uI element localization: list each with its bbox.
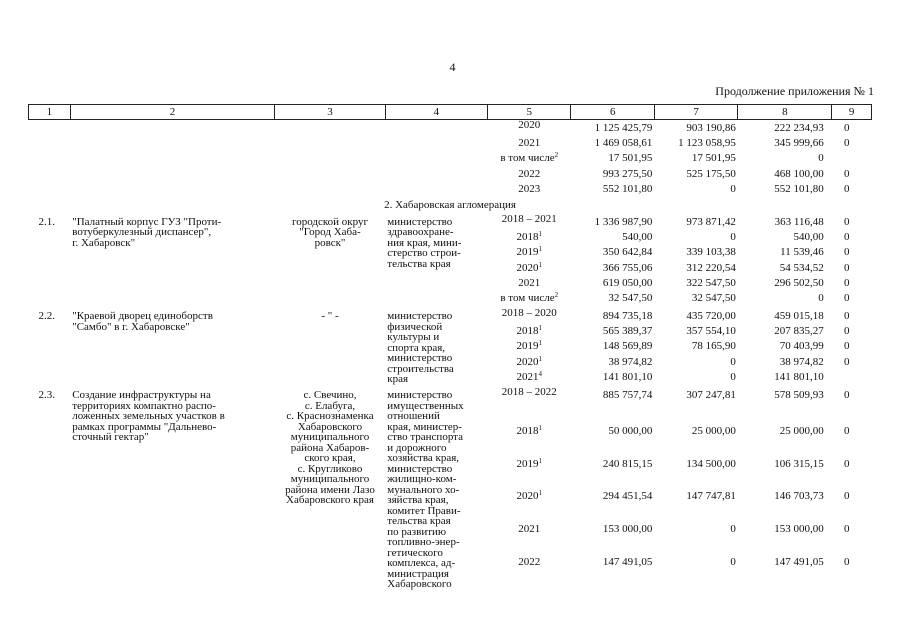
amount-federal: 0 — [730, 370, 736, 383]
amount-other: 0 — [844, 490, 850, 503]
item-ministry: министерство имущественных отношений края, министер- ство транспорта и дорожного хозяйства края, министерство жилищно-ком- мунального хо- зяйства края, комитет Прави- тельства края по развитию топливно-энер- гетического комплекса, ад- министрация Хабаровского — [387, 389, 464, 590]
amount-regional: 207 835,27 — [774, 325, 824, 338]
amount-federal: 435 720,00 — [686, 310, 736, 323]
amount-total: 50 000,00 — [608, 425, 653, 438]
amount-federal: 525 175,50 — [686, 167, 736, 180]
amount-total: 38 974,82 — [608, 355, 653, 368]
amount-other: 0 — [844, 340, 850, 353]
amount-federal: 0 — [730, 231, 736, 244]
year-cell — [488, 153, 571, 168]
header-cell: 5 — [488, 105, 571, 120]
table-row — [29, 387, 872, 426]
year-label: 2018 – 2020 — [501, 307, 557, 320]
footnote-mark: 1 — [538, 456, 542, 465]
header-cell: 4 — [385, 105, 487, 120]
amount-federal: 357 554,10 — [686, 325, 736, 338]
year-label: в том числе — [500, 291, 555, 304]
amount-federal: 339 103,38 — [686, 246, 736, 259]
footnote-mark: 1 — [538, 230, 542, 239]
header-cell: 3 — [275, 105, 386, 120]
amount-regional: 106 315,15 — [774, 457, 824, 470]
year-label: 2022 — [518, 555, 541, 568]
year-cell — [488, 247, 571, 262]
year-cell — [488, 426, 571, 459]
amount-regional: 459 015,18 — [774, 310, 824, 323]
amount-other: 0 — [844, 457, 850, 470]
header-row — [29, 105, 872, 120]
header-cell: 9 — [832, 105, 872, 120]
amount-regional: 540,00 — [793, 231, 824, 244]
footnote-mark: 4 — [538, 369, 542, 378]
amount-regional: 11 539,46 — [780, 246, 824, 259]
amount-federal: 1 123 058,95 — [678, 137, 736, 150]
amount-federal: 134 500,00 — [686, 457, 736, 470]
item-name: Создание инфраструктуры на территориях компактно распо- ложенных земельных участков в рамках программы "Дальнево- сточный гектар" — [72, 389, 225, 443]
amount-other: 0 — [844, 425, 850, 438]
year-label: 2020 — [518, 119, 541, 131]
amount-regional: 296 502,50 — [774, 276, 824, 289]
amount-regional: 0 — [818, 152, 824, 165]
amount-federal: 25 000,00 — [691, 425, 736, 438]
amount-total: 294 451,54 — [602, 490, 653, 503]
header-cell: 6 — [571, 105, 654, 120]
footnote-mark: 1 — [538, 489, 542, 498]
amount-federal: 78 165,90 — [691, 340, 736, 353]
page-number: 4 — [449, 60, 456, 74]
item-ministry: министерство здравоохране- ния края, мини- стерство строи- тельства края — [387, 215, 462, 270]
amount-other: 0 — [844, 231, 850, 244]
year-cell — [488, 387, 571, 426]
table-row — [29, 214, 872, 232]
amount-other: 0 — [844, 523, 850, 536]
amount-federal: 0 — [730, 555, 736, 568]
year-label: в том числе — [500, 152, 555, 165]
year-label: 2019 — [516, 457, 539, 470]
year-label: 2023 — [518, 182, 541, 195]
year-label: 2021 — [518, 276, 541, 289]
footnote-mark: 1 — [538, 339, 542, 348]
section-title: 2. Хабаровская агломерация — [384, 198, 516, 211]
amount-other: 0 — [844, 389, 850, 401]
year-cell — [488, 456, 571, 492]
amount-total: 552 101,80 — [602, 182, 653, 195]
amount-regional: 0 — [818, 291, 824, 304]
continued-cells — [29, 120, 488, 199]
year-label: 2018 — [516, 325, 539, 338]
amount-federal: 0 — [730, 523, 736, 536]
amount-total: 240 815,15 — [602, 457, 653, 470]
year-label: 2021 — [518, 523, 541, 536]
amount-regional: 38 974,82 — [779, 355, 824, 368]
table-row — [29, 120, 872, 139]
amount-other: 0 — [844, 261, 850, 274]
amount-regional: 153 000,00 — [774, 523, 824, 536]
year-label: 2018 — [516, 425, 539, 438]
amount-other — [832, 372, 872, 387]
amount-total: 894 735,18 — [602, 310, 653, 323]
amount-total: 153 000,00 — [602, 523, 653, 536]
year-cell — [488, 260, 571, 278]
year-cell — [488, 278, 571, 293]
amount-federal: 307 247,81 — [686, 389, 736, 401]
amount-total: 148 569,89 — [602, 340, 653, 353]
item-name: "Палатный корпус ГУЗ "Проти- вотуберкулезный диспансер", г. Хабаровск" — [72, 215, 222, 249]
footnote-mark: 1 — [538, 260, 542, 269]
amount-total: 619 050,00 — [602, 276, 653, 289]
amount-other — [832, 153, 872, 168]
amount-federal: 312 220,54 — [686, 261, 736, 274]
amount-federal: 973 871,42 — [686, 215, 736, 228]
amount-federal: 17 501,95 — [691, 152, 736, 165]
footnote-mark: 1 — [538, 424, 542, 433]
footnote-mark: 1 — [538, 324, 542, 333]
amount-other: 0 — [844, 137, 850, 150]
year-label: 2020 — [516, 355, 539, 368]
amount-total: 147 491,05 — [602, 555, 653, 568]
amount-other: 0 — [844, 310, 850, 323]
amount-other: 0 — [844, 246, 850, 259]
year-label: 2021 — [518, 137, 541, 150]
amount-regional: 146 703,73 — [774, 490, 824, 503]
year-cell — [488, 557, 571, 590]
year-cell — [488, 369, 571, 387]
item-location: городской округ "Город Хаба- ровск" — [291, 215, 369, 249]
year-label: 2018 – 2021 — [501, 212, 557, 225]
year-label: 2021 — [516, 370, 539, 383]
item-ministry: министерство физической культуры и спорта края, министерство строительства края — [387, 310, 454, 386]
year-cell — [488, 184, 571, 199]
year-cell — [488, 354, 571, 372]
amount-regional: 222 234,93 — [774, 122, 824, 134]
amount-other: 0 — [844, 291, 850, 304]
header-cell: 1 — [29, 105, 71, 120]
amount-federal: 322 547,50 — [686, 276, 736, 289]
table-row — [29, 308, 872, 326]
amount-total: 885 757,74 — [602, 389, 653, 401]
amount-other: 0 — [844, 167, 850, 180]
amount-regional: 70 403,99 — [779, 340, 824, 353]
header-cell: 8 — [738, 105, 832, 120]
amount-other: 0 — [844, 215, 850, 228]
year-cell — [488, 214, 571, 232]
year-label: 2020 — [516, 261, 539, 274]
amount-total: 1 125 425,79 — [594, 122, 653, 134]
footnote-mark: 2 — [554, 290, 559, 299]
amount-federal: 0 — [730, 182, 736, 195]
year-cell — [488, 491, 571, 524]
item-name: "Краевой дворец единоборств "Самбо" в г. Хабаровске" — [72, 310, 213, 333]
year-cell — [488, 169, 571, 184]
item-number: 2.3. — [38, 389, 55, 401]
year-cell — [488, 308, 571, 326]
year-label: 2019 — [516, 246, 539, 259]
amount-total: 17 501,95 — [608, 152, 653, 165]
amount-federal: 147 747,81 — [686, 490, 736, 503]
year-cell — [488, 120, 571, 139]
amount-total: 141 801,10 — [602, 370, 653, 383]
item-number: 2.1. — [38, 215, 55, 228]
footnote-mark: 1 — [538, 354, 542, 363]
amount-other: 0 — [844, 355, 850, 368]
amount-other: 0 — [844, 276, 850, 289]
item-location: - " - — [321, 310, 339, 323]
year-label: 2022 — [518, 167, 541, 180]
amount-regional: 468 100,00 — [774, 167, 824, 180]
header-cell: 2 — [70, 105, 274, 120]
amount-total: 1 336 987,90 — [594, 215, 653, 228]
funding-table — [28, 104, 872, 590]
year-cell — [488, 290, 571, 308]
year-cell — [488, 524, 571, 557]
amount-regional: 363 116,48 — [774, 215, 824, 228]
item-location: с. Свечино, с. Елабуга, с. Краснознаменка Хабаровского муниципального района Хабаров- ского края, с. Кругликово муниципального района имени Лазо Хабаровского края — [285, 389, 375, 506]
footnote-mark: 2 — [554, 151, 559, 160]
year-label: 2020 — [516, 490, 539, 503]
amount-total: 993 275,50 — [602, 167, 653, 180]
amount-regional: 25 000,00 — [779, 425, 824, 438]
header-cell: 7 — [654, 105, 737, 120]
amount-total: 350 642,84 — [602, 246, 653, 259]
section-row — [29, 199, 872, 214]
amount-other: 0 — [844, 555, 850, 568]
amount-regional: 578 509,93 — [774, 389, 824, 401]
amount-regional: 141 801,10 — [774, 370, 824, 383]
amount-federal: 32 547,50 — [691, 291, 736, 304]
amount-other: 0 — [844, 325, 850, 338]
amount-regional: 54 534,52 — [779, 261, 824, 274]
amount-regional: 552 101,80 — [774, 182, 824, 195]
amount-total: 366 755,06 — [602, 261, 653, 274]
year-label: 2018 — [516, 231, 539, 244]
amount-other: 0 — [844, 182, 850, 195]
amount-total: 1 469 058,61 — [594, 137, 653, 150]
amount-federal: 903 190,86 — [686, 122, 736, 134]
amount-federal: 0 — [730, 355, 736, 368]
amount-regional: 147 491,05 — [774, 555, 824, 568]
amount-total: 565 389,37 — [602, 325, 653, 338]
amount-total: 540,00 — [622, 231, 653, 244]
item-number: 2.2. — [38, 310, 55, 323]
year-label: 2019 — [516, 340, 539, 353]
amount-other: 0 — [844, 122, 850, 134]
amount-total: 32 547,50 — [608, 291, 653, 304]
amount-regional: 345 999,66 — [774, 137, 824, 150]
year-label: 2018 – 2022 — [501, 386, 557, 398]
continuation-label: Продолжение приложения № 1 — [715, 84, 874, 98]
year-cell — [488, 341, 571, 356]
footnote-mark: 1 — [538, 245, 542, 254]
